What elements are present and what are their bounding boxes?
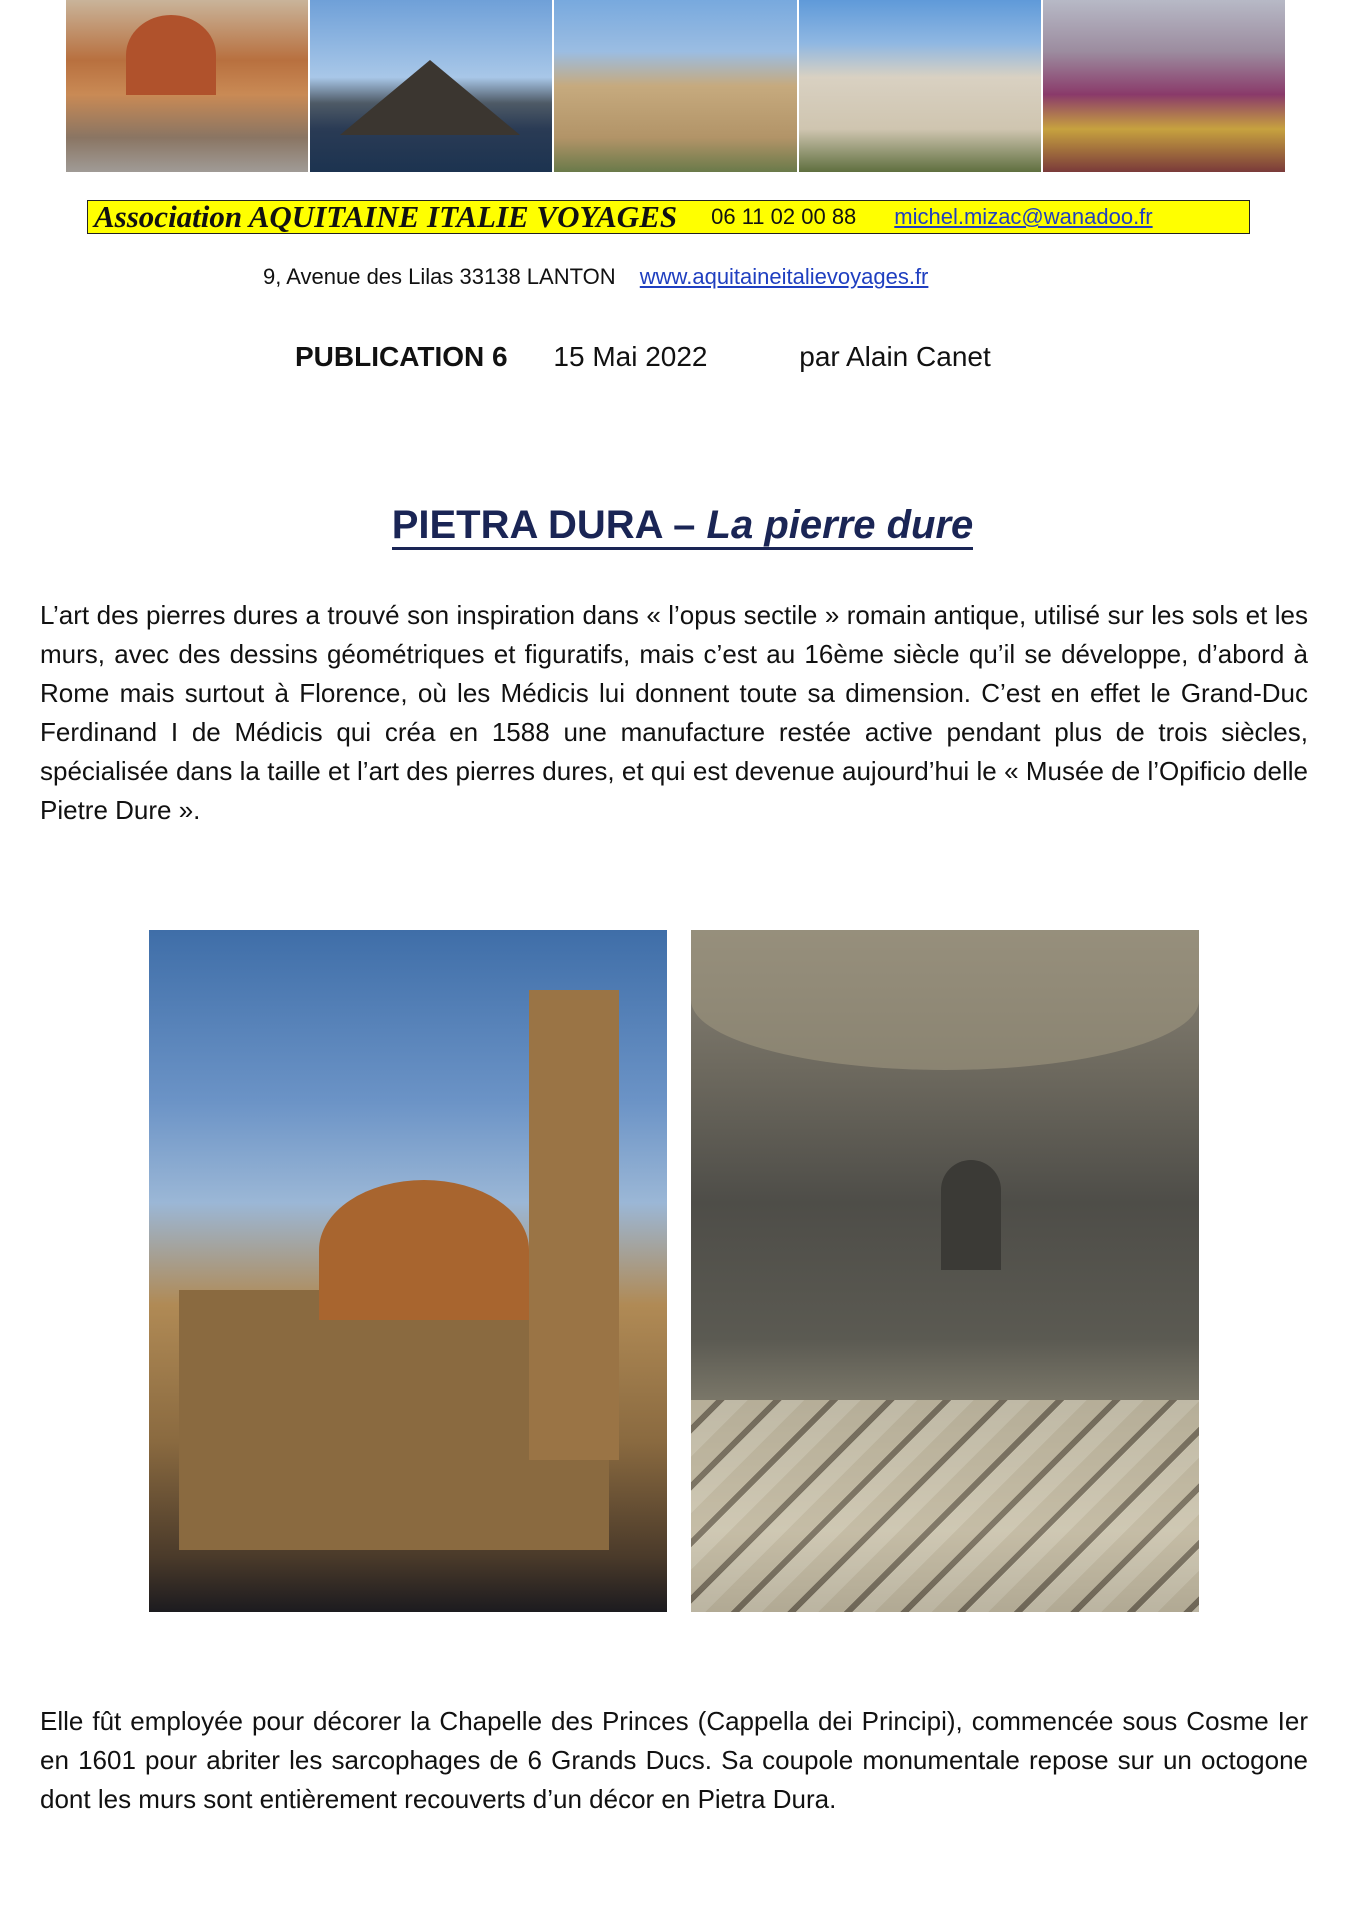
intro-paragraph: L’art des pierres dures a trouvé son inspiration dans « l’opus sectile » romain antique, utilisé sur les sols et les murs, avec des dessins géométriques et figuratifs, mais c’est au 16ème siècle qu’il se développe, d’abord à Rome mais surtout à Florence, où les Médicis lui donnent toute sa dimension. C’est en effet le Grand-Duc Ferdinand I de Médicis qui créa en 1588 une manufacture restée active pendant plus de trois siècles, spécialisée dans la taille et l’art des pierres dures, et qui est devenue aujourd’hui le « Musée de l’Opificio delle Pietre Dure ».: [40, 600, 1308, 825]
stromboli-volcano-photo: [310, 0, 552, 172]
header-banner: [66, 0, 1285, 172]
title-main: PIETRA DURA –: [392, 503, 707, 550]
publication-date: 15 Mai 2022: [553, 341, 708, 372]
san-lorenzo-basilica-photo: [149, 930, 667, 1612]
publication-line: [295, 341, 991, 373]
chapel-of-princes-interior-photo: [691, 930, 1199, 1612]
association-bar: [87, 200, 1250, 234]
postal-address: 9, Avenue des Lilas 33138 LANTON: [263, 264, 616, 289]
chapel-paragraph: Elle fût employée pour décorer la Chapelle des Princes (Cappella dei Principi), commencée sous Cosme Ier en 1601 pour abriter les sarcophages de 6 Grands Ducs. Sa coupole monumentale repose sur un octogone dont les murs sont entièrement recouverts d’un décor en Pietra Dura.: [40, 1706, 1308, 1814]
email-link[interactable]: michel.mizac@wanadoo.fr: [894, 204, 1153, 229]
castel-del-monte-photo: [799, 0, 1041, 172]
article-title: [0, 503, 1365, 548]
address-line: [263, 264, 928, 290]
florence-duomo-photo: [66, 0, 308, 172]
phone-number: 06 11 02 00 88: [711, 204, 857, 229]
venice-bucintoro-photo: [1043, 0, 1285, 172]
segesta-temple-photo: [554, 0, 796, 172]
publication-number: PUBLICATION 6: [295, 341, 508, 372]
publication-author: par Alain Canet: [799, 341, 991, 372]
title-subtitle: La pierre dure: [707, 503, 974, 550]
association-name: Association AQUITAINE ITALIE VOYAGES: [94, 199, 678, 234]
website-link[interactable]: www.aquitaineitalievoyages.fr: [639, 264, 929, 289]
